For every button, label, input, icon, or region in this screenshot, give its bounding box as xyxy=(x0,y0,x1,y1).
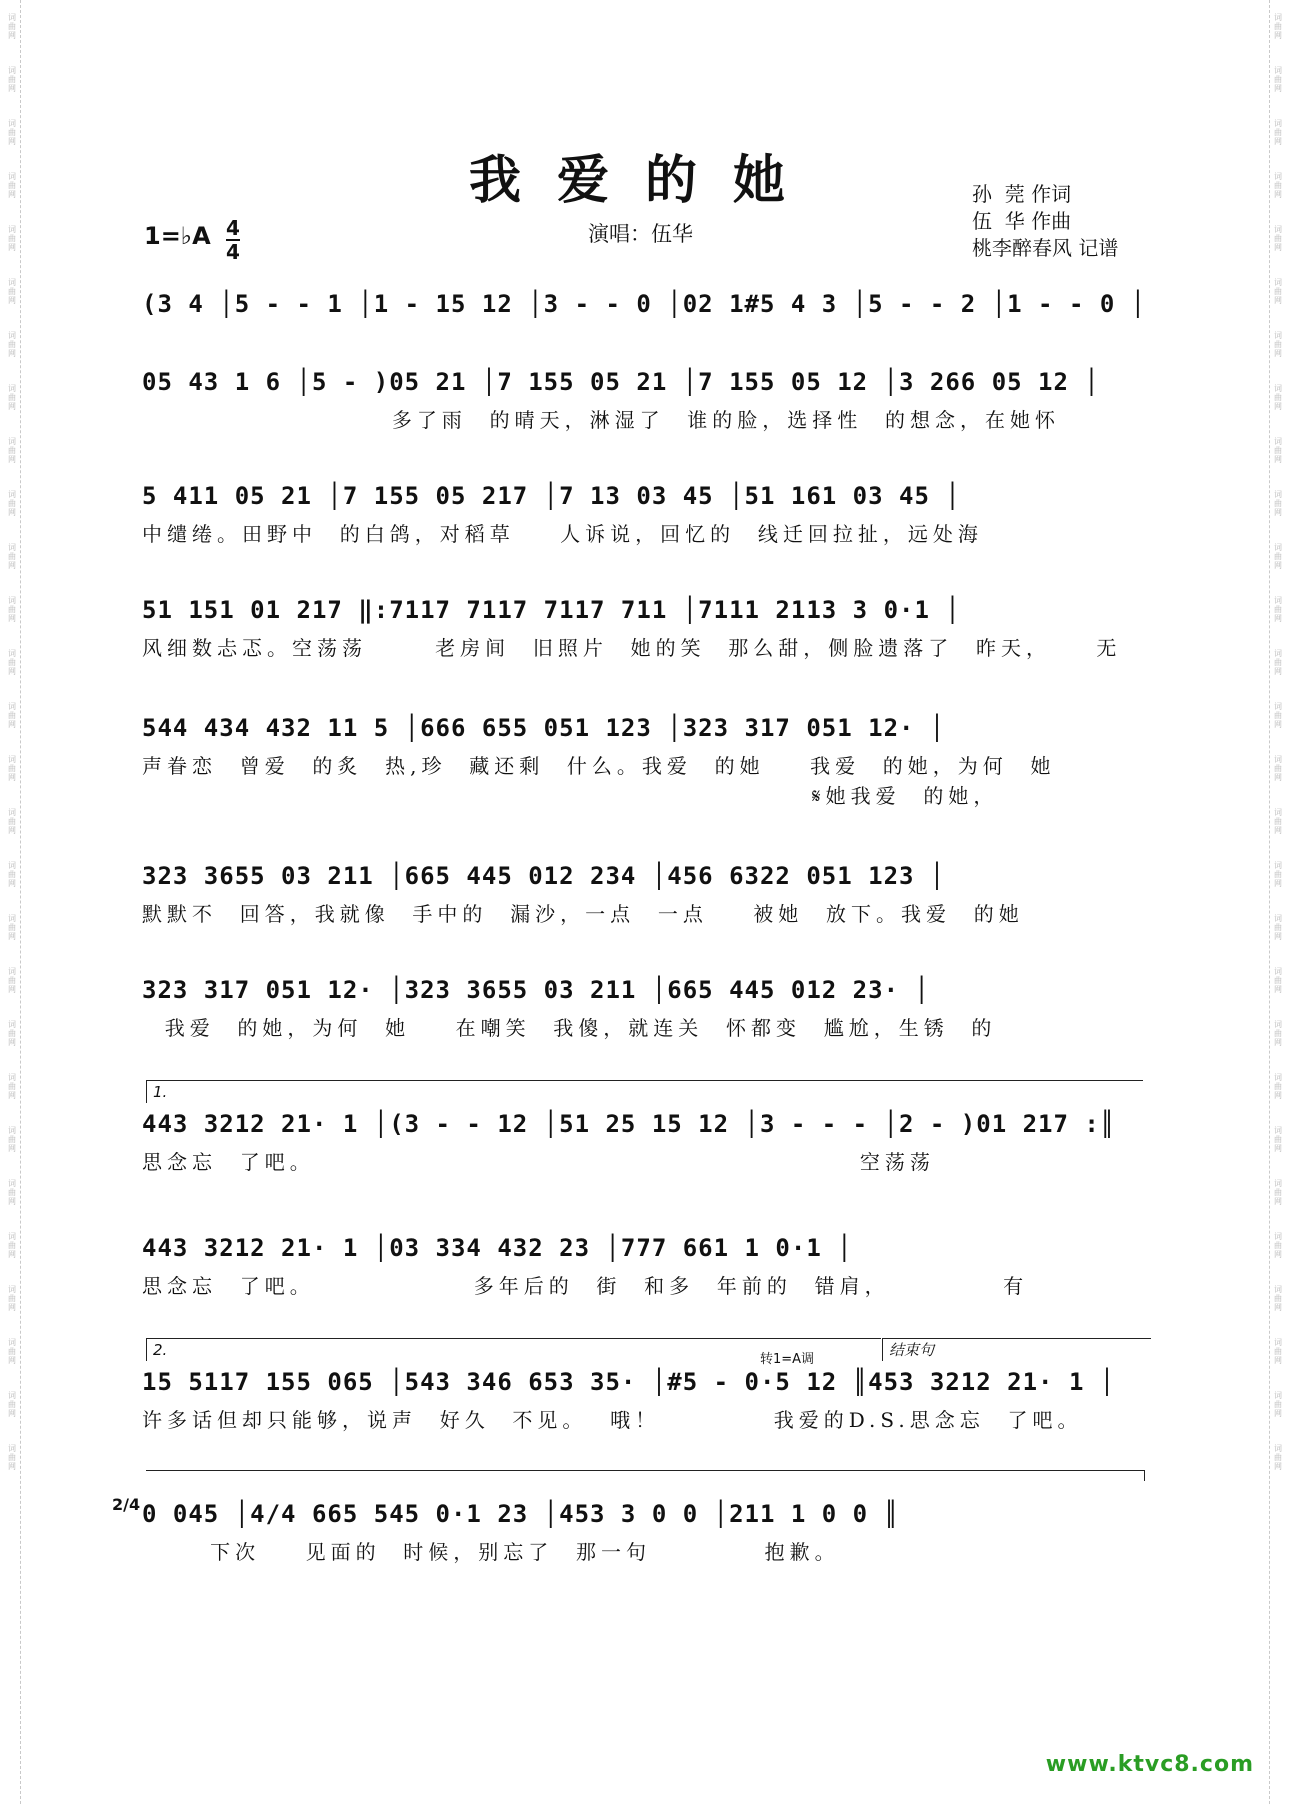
transcriber-credit: 桃李醉春风 记谱 xyxy=(972,236,1119,260)
watermark-text: 词 曲 网 xyxy=(1274,490,1282,517)
ending-section-bracket: 结束句 xyxy=(882,1338,1151,1361)
watermark-text: 词 曲 网 xyxy=(1274,861,1282,888)
watermark-text: 词 曲 网 xyxy=(8,543,16,570)
watermark-text: 词 曲 网 xyxy=(1274,66,1282,93)
watermark-text: 词 曲 网 xyxy=(1274,1126,1282,1153)
segno-lyric-line: 𝄋她我爱 的她， xyxy=(812,784,999,808)
watermark-text: 词 曲 网 xyxy=(8,1126,16,1153)
watermark-text: 词 曲 网 xyxy=(8,967,16,994)
notation-line: 15 5117 155 065 │543 346 653 35· │#5 - 0·5 12 ║453 3212 21· 1 │ xyxy=(142,1368,1116,1396)
watermark-text: 词 曲 网 xyxy=(1274,1391,1282,1418)
time-signature-top: 4 xyxy=(226,216,240,240)
watermark-text: 词 曲 网 xyxy=(8,384,16,411)
watermark-text: 词 曲 网 xyxy=(8,914,16,941)
notation-line: (3 4 │5 - - 1 │1 - 15 12 │3 - - 0 │02 1#5 4 3 │5 - - 2 │1 - - 0 │ xyxy=(142,290,1147,318)
lyric-line: 中缱绻。田野中 的白鸽，对稻草 人诉说，回忆的 线迁回拉扯，远处海 xyxy=(142,522,983,546)
watermark-text: 词 曲 网 xyxy=(8,1232,16,1259)
lyric-line: 下次 见面的 时候，别忘了 那一句 抱歉。 xyxy=(142,1540,840,1564)
watermark-text: 词 曲 网 xyxy=(1274,755,1282,782)
watermark-text: 词 曲 网 xyxy=(8,702,16,729)
lyric-line: 思念忘 了吧。 空荡荡 xyxy=(142,1150,935,1174)
notation-line: 544 434 432 11 5 │666 655 051 123 │323 317 051 12· │ xyxy=(142,714,946,742)
watermark-text: 词 曲 网 xyxy=(8,1179,16,1206)
watermark-text: 词 曲 网 xyxy=(1274,914,1282,941)
watermark-text: 词 曲 网 xyxy=(1274,172,1282,199)
watermark-text: 词 曲 网 xyxy=(1274,1073,1282,1100)
watermark-text: 词 曲 网 xyxy=(1274,225,1282,252)
watermark-text: 词 曲 网 xyxy=(8,808,16,835)
watermark-text: 词 曲 网 xyxy=(1274,1232,1282,1259)
watermark-text: 词 曲 网 xyxy=(8,649,16,676)
watermark-text: 词 曲 网 xyxy=(1274,13,1282,40)
key-signature: 1=♭A xyxy=(144,222,211,250)
watermark-text: 词 曲 网 xyxy=(8,596,16,623)
song-title: 我爱的她 xyxy=(468,150,821,211)
watermark-text: 词 曲 网 xyxy=(8,1285,16,1312)
lyricist-credit: 孙 莞 作词 xyxy=(972,182,1072,206)
modulation-label: 转1=A调 xyxy=(760,1352,815,1367)
time-signature xyxy=(226,218,240,262)
lyric-line: 思念忘 了吧。 多年后的 街 和多 年前的 错肩， 有 xyxy=(142,1274,1029,1298)
second-ending-bracket: 2. xyxy=(146,1338,881,1361)
lyric-line: 我爱 的她，为何 她 在嘲笑 我傻，就连关 怀都变 尴尬，生锈 的 xyxy=(142,1016,997,1040)
watermark-text: 词 曲 网 xyxy=(8,225,16,252)
notation-line: 323 3655 03 211 │665 445 012 234 │456 6322 051 123 │ xyxy=(142,862,946,890)
time-signature-change: 2/4 xyxy=(112,1495,141,1514)
watermark-text: 词 曲 网 xyxy=(1274,649,1282,676)
composer-credit: 伍 华 作曲 xyxy=(972,209,1072,233)
watermark-text: 词 曲 网 xyxy=(1274,1020,1282,1047)
watermark-text: 词 曲 网 xyxy=(8,861,16,888)
singer-label: 演唱：伍华 xyxy=(588,222,693,246)
watermark-text: 词 曲 网 xyxy=(1274,702,1282,729)
final-system-bracket xyxy=(146,1470,1145,1481)
first-ending-bracket: 1. xyxy=(146,1080,1143,1103)
watermark-text: 词 曲 网 xyxy=(8,755,16,782)
notation-line: 0 045 │4/4 665 545 0·1 23 │453 3 0 0 │211 1 0 0 ║ xyxy=(142,1500,900,1528)
watermark-text: 词 曲 网 xyxy=(8,13,16,40)
watermark-text: 词 曲 网 xyxy=(8,490,16,517)
lyric-line: 许多话但却只能够，说声 好久 不见。 哦！ 我爱的D.S.思念忘 了吧。 xyxy=(142,1408,1083,1432)
notation-line: 323 317 051 12· │323 3655 03 211 │665 445 012 23· │ xyxy=(142,976,930,1004)
watermark-text: 词 曲 网 xyxy=(1274,278,1282,305)
watermark-text: 词 曲 网 xyxy=(1274,437,1282,464)
watermark-text: 词 曲 网 xyxy=(1274,967,1282,994)
time-signature-bottom: 4 xyxy=(226,240,240,264)
lyric-line: 多了雨 的晴天，淋湿了 谁的脸，选择性 的想念，在她怀 xyxy=(142,408,1061,432)
right-watermark-strip xyxy=(1269,0,1286,1804)
lyric-line: 默默不 回答，我就像 手中的 漏沙，一点 一点 被她 放下。我爱 的她 xyxy=(142,902,1024,926)
watermark-text: 词 曲 网 xyxy=(8,278,16,305)
site-url: www.ktvc8.com xyxy=(1045,1752,1254,1777)
watermark-text: 词 曲 网 xyxy=(1274,119,1282,146)
watermark-text: 词 曲 网 xyxy=(1274,384,1282,411)
left-watermark-strip xyxy=(4,0,21,1804)
notation-line: 5 411 05 21 │7 155 05 217 │7 13 03 45 │51 161 03 45 │ xyxy=(142,482,961,510)
watermark-text: 词 曲 网 xyxy=(8,172,16,199)
watermark-text: 词 曲 网 xyxy=(1274,596,1282,623)
watermark-text: 词 曲 网 xyxy=(1274,331,1282,358)
watermark-text: 词 曲 网 xyxy=(8,1391,16,1418)
watermark-text: 词 曲 网 xyxy=(1274,1179,1282,1206)
watermark-text: 词 曲 网 xyxy=(8,331,16,358)
watermark-text: 词 曲 网 xyxy=(8,1073,16,1100)
notation-line: 51 151 01 217 ‖:7117 7117 7117 711 │7111 2113 3 0·1 │ xyxy=(142,596,961,624)
notation-line: 443 3212 21· 1 │03 334 432 23 │777 661 1 0·1 │ xyxy=(142,1234,853,1262)
watermark-text: 词 曲 网 xyxy=(8,66,16,93)
watermark-text: 词 曲 网 xyxy=(8,1444,16,1471)
watermark-text: 词 曲 网 xyxy=(1274,1285,1282,1312)
watermark-text: 词 曲 网 xyxy=(8,119,16,146)
lyric-line: 风细数忐忑。空荡荡 老房间 旧照片 她的笑 那么甜，侧脸遗落了 昨天， 无 xyxy=(142,636,1122,660)
notation-line: 05 43 1 6 │5 - )05 21 │7 155 05 21 │7 155 05 12 │3 266 05 12 │ xyxy=(142,368,1100,396)
watermark-text: 词 曲 网 xyxy=(8,1020,16,1047)
lyric-line: 声眷恋 曾爱 的炙 热,珍 藏还剩 什么。我爱 的她 我爱 的她，为何 她 xyxy=(142,754,1056,778)
notation-line: 443 3212 21· 1 │(3 - - 12 │51 25 15 12 │3 - - - │2 - )01 217 :║ xyxy=(142,1110,1116,1138)
watermark-text: 词 曲 网 xyxy=(1274,1444,1282,1471)
watermark-text: 词 曲 网 xyxy=(1274,543,1282,570)
watermark-text: 词 曲 网 xyxy=(8,437,16,464)
watermark-text: 词 曲 网 xyxy=(8,1338,16,1365)
watermark-text: 词 曲 网 xyxy=(1274,808,1282,835)
watermark-text: 词 曲 网 xyxy=(1274,1338,1282,1365)
